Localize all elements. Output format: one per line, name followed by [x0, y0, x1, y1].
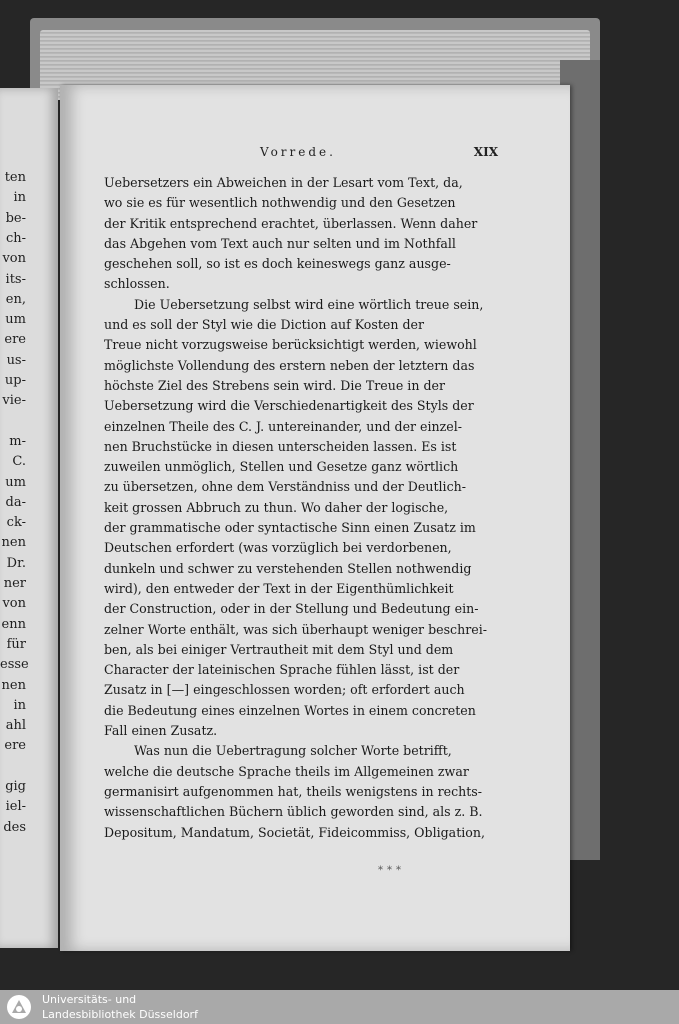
- left-page-fragment: its-: [5, 271, 26, 287]
- right-page: [60, 85, 570, 951]
- text-line: Die Uebersetzung selbst wird eine wörtlich treue sein,: [134, 296, 484, 312]
- text-line: Treue nicht vorzugsweise berücksichtigt werden, wiewohl: [104, 337, 477, 353]
- text-line: zelner Worte enthält, was sich überhaupt weniger beschrei-: [104, 621, 487, 637]
- left-page-fragment: da-: [5, 494, 26, 510]
- left-page-fragment: ck-: [6, 515, 26, 531]
- left-page-fragment: in: [13, 697, 26, 713]
- left-page-fragment: enn: [1, 616, 26, 632]
- library-name-line2[interactable]: Landesbibliothek Düsseldorf: [42, 1008, 198, 1021]
- library-name-line1[interactable]: Universitäts- und: [42, 993, 137, 1006]
- text-line: schlossen.: [104, 276, 170, 292]
- left-page-fragment: von: [2, 596, 26, 612]
- left-page-fragment: von: [2, 251, 26, 267]
- running-head: Vorrede.: [260, 145, 336, 159]
- text-line: das Abgehen vom Text auch nur selten und im Nothfall: [104, 235, 456, 251]
- text-line: der Kritik entsprechend erachtet, überlassen. Wenn daher: [104, 215, 478, 231]
- text-line: zuweilen unmöglich, Stellen und Gesetze ganz wörtlich: [104, 459, 459, 475]
- left-page-fragment: C.: [12, 454, 26, 470]
- left-page-fragment: up-: [4, 373, 26, 388]
- left-page-fragment: in: [13, 190, 26, 206]
- left-page-fragment: esse: [0, 657, 29, 673]
- left-page-fragment: Dr.: [6, 555, 26, 571]
- text-line: wissenschaftlichen Büchern üblich geworden sind, als z. B.: [104, 804, 483, 820]
- text-line: geschehen soll, so ist es doch keineswegs ganz ausge-: [104, 256, 451, 272]
- left-page-fragment: um: [5, 312, 26, 328]
- text-line: Uebersetzung wird die Verschiedenartigkeit des Styls der: [104, 398, 474, 414]
- left-page-fragment: iel-: [5, 799, 26, 815]
- text-line: höchste Ziel des Strebens sein wird. Die Treue in der: [104, 377, 445, 393]
- text-line: nen Bruchstücke in diesen unterscheiden lassen. Es ist: [104, 438, 457, 454]
- text-line: germanisirt aufgenommen hat, theils wenigstens in rechts-: [104, 783, 483, 799]
- left-page-fragment: ahl: [5, 718, 26, 734]
- text-line: Fall einen Zusatz.: [104, 723, 218, 739]
- text-line: dunkeln und schwer zu verstehenden Stellen nothwendig: [104, 560, 472, 576]
- library-footer: [0, 990, 679, 1024]
- left-page-fragment: nen: [1, 677, 26, 693]
- text-line: die Bedeutung eines einzelnen Wortes in einem concreten: [104, 702, 476, 718]
- text-line: der grammatische oder syntactische Sinn einen Zusatz im: [104, 520, 476, 536]
- left-page-fragment: um: [5, 474, 26, 490]
- text-line: Depositum, Mandatum, Societät, Fideicommiss, Obligation,: [104, 824, 485, 840]
- text-line: und es soll der Styl wie die Diction auf Kosten der: [104, 317, 425, 333]
- text-line: keit grossen Abbruch zu thun. Wo daher der logische,: [104, 499, 449, 515]
- ulb-logo-icon[interactable]: [6, 994, 32, 1020]
- left-page-fragment: gig: [5, 779, 26, 794]
- body-text: [104, 173, 496, 843]
- text-line: ben, als bei einiger Vertrautheit mit dem Styl und dem: [104, 641, 454, 657]
- text-line: der Construction, oder in der Stellung und Bedeutung ein-: [104, 601, 479, 617]
- text-line: Was nun die Uebertragung solcher Worte betrifft,: [134, 743, 452, 759]
- left-page-fragment: vie-: [2, 393, 26, 409]
- text-line: wird), den entweder der Text in der Eigenthümlichkeit: [104, 580, 454, 596]
- left-page-fragment: für: [6, 636, 26, 652]
- left-page-fragment: ner: [3, 576, 26, 591]
- left-page-fragment: des: [3, 819, 26, 835]
- text-line: zu übersetzen, ohne dem Verständniss und der Deutlich-: [104, 479, 467, 495]
- text-line: welche die deutsche Sprache theils im Allgemeinen zwar: [104, 763, 469, 779]
- left-page: [0, 88, 58, 948]
- left-page-fragment: en,: [5, 291, 26, 307]
- page-header: [60, 145, 570, 163]
- left-page-fragment: ch-: [5, 230, 26, 246]
- text-line: möglichste Vollendung des erstern neben der letztern das: [104, 357, 475, 373]
- left-page-fragment: m-: [9, 433, 26, 449]
- left-page-fragment: ten: [4, 170, 26, 185]
- text-line: Uebersetzers ein Abweichen in der Lesart vom Text, da,: [104, 175, 463, 190]
- left-page-fragment: ere: [4, 332, 26, 348]
- text-line: Zusatz in [—] eingeschlossen worden; oft erfordert auch: [104, 682, 465, 698]
- text-line: wo sie es für wesentlich nothwendig und den Gesetzen: [104, 195, 456, 211]
- left-page-fragment: nen: [1, 535, 26, 551]
- left-page-fragment: ere: [4, 738, 26, 754]
- page-number: XIX: [473, 145, 498, 159]
- left-page-fragment: us-: [6, 352, 26, 368]
- printer-signature: ***: [378, 865, 405, 876]
- text-line: Character der lateinischen Sprache fühlen lässt, ist der: [104, 662, 460, 678]
- text-line: Deutschen erfordert (was vorzüglich bei verdorbenen,: [104, 540, 452, 556]
- left-page-fragment: be-: [5, 210, 26, 226]
- text-line: einzelnen Theile des C. J. untereinander, und der einzel-: [104, 418, 463, 434]
